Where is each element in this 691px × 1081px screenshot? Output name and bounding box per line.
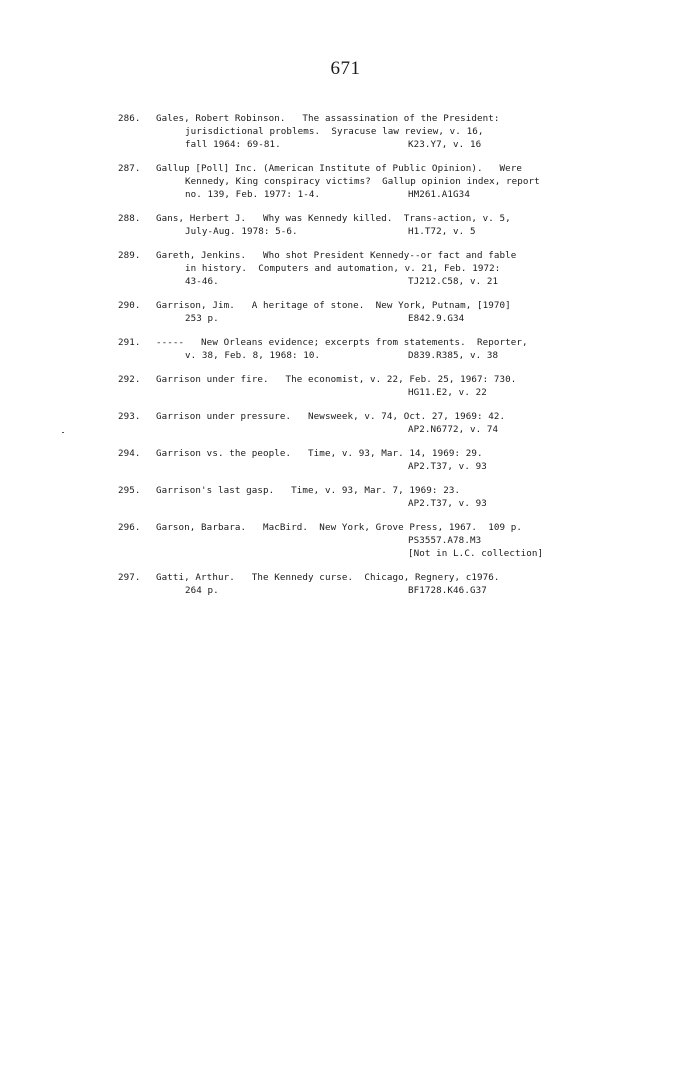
entry-line [118,534,678,547]
entry-line [118,262,678,275]
entry-line [118,249,678,262]
entry-line [118,138,678,151]
entry-text: jurisdictional problems. Syracuse law review, v. 16, [185,126,484,137]
entry-number: 291. [118,337,141,348]
entry-line [118,349,678,362]
bibliography-entry [118,249,678,288]
bibliography-entry [118,373,678,399]
entry-text: no. 139, Feb. 1977: 1-4. [185,189,321,200]
entry-number: 289. [118,250,141,261]
entry-line [118,386,678,399]
entry-text: Garrison vs. the people. Time, v. 93, Mar. 14, 1969: 29. [156,448,483,459]
call-number: E842.9.G34 [408,313,465,324]
bibliography-entry [118,299,678,325]
scan-speck [62,432,64,433]
entry-line [118,275,678,288]
entry-text: fall 1964: 69-81. [185,139,281,150]
entry-line [118,447,678,460]
entry-text: Garrison, Jim. A heritage of stone. New York, Putnam, [1970] [156,300,511,311]
bibliography-entry [118,447,678,473]
call-number: AP2.N6772, v. 74 [408,424,499,435]
call-number: H1.T72, v. 5 [408,226,476,237]
bibliography-list [118,112,678,608]
entry-number: 295. [118,485,141,496]
call-number: BF1728.K46.G37 [408,585,487,596]
entry-number: 288. [118,213,141,224]
entry-line [118,299,678,312]
entry-text: Garson, Barbara. MacBird. New York, Grove Press, 1967. 109 p. [156,522,523,533]
entry-line [118,188,678,201]
call-number: AP2.T37, v. 93 [408,461,487,472]
entry-line [118,410,678,423]
entry-text: ----- New Orleans evidence; excerpts from statements. Reporter, [156,337,528,348]
call-number: D839.R385, v. 38 [408,350,499,361]
entry-line [118,460,678,473]
entry-line [118,336,678,349]
bibliography-entry [118,336,678,362]
entry-text: 264 p. [185,585,219,596]
bibliography-entry [118,410,678,436]
entry-line [118,212,678,225]
bibliography-entry [118,484,678,510]
entry-line [118,175,678,188]
entry-line [118,162,678,175]
call-number: [Not in L.C. collection] [408,548,544,559]
call-number: AP2.T37, v. 93 [408,498,487,509]
bibliography-entry [118,521,678,560]
entry-text: Kennedy, King conspiracy victims? Gallup opinion index, report [185,176,540,187]
entry-line [118,112,678,125]
entry-text: Gales, Robert Robinson. The assassination of the President: [156,113,500,124]
entry-line [118,571,678,584]
entry-text: v. 38, Feb. 8, 1968: 10. [185,350,321,361]
entry-text: Garrison's last gasp. Time, v. 93, Mar. 7, 1969: 23. [156,485,461,496]
call-number: TJ212.C58, v. 21 [408,276,499,287]
entry-number: 293. [118,411,141,422]
page-number: 671 [330,58,361,79]
bibliography-entry [118,162,678,201]
entry-text: Gatti, Arthur. The Kennedy curse. Chicago, Regnery, c1976. [156,572,500,583]
entry-line [118,497,678,510]
bibliography-entry [118,112,678,151]
entry-number: 296. [118,522,141,533]
entry-text: Garrison under pressure. Newsweek, v. 74, Oct. 27, 1969: 42. [156,411,506,422]
entry-line [118,373,678,386]
call-number: HG11.E2, v. 22 [408,387,487,398]
entry-number: 290. [118,300,141,311]
entry-number: 294. [118,448,141,459]
entry-text: in history. Computers and automation, v. 21, Feb. 1972: [185,263,501,274]
entry-number: 292. [118,374,141,385]
entry-line [118,484,678,497]
entry-number: 287. [118,163,141,174]
entry-text: Gallup [Poll] Inc. (American Institute of Public Opinion). Were [156,163,523,174]
entry-number: 286. [118,113,141,124]
call-number: K23.Y7, v. 16 [408,139,482,150]
entry-number: 297. [118,572,141,583]
entry-text: 43-46. [185,276,219,287]
entry-text: 253 p. [185,313,219,324]
entry-line [118,423,678,436]
entry-line [118,584,678,597]
entry-text: July-Aug. 1978: 5-6. [185,226,298,237]
call-number: HM261.A1G34 [408,189,470,200]
bibliography-entry [118,212,678,238]
entry-line [118,225,678,238]
entry-text: Garrison under fire. The economist, v. 22, Feb. 25, 1967: 730. [156,374,517,385]
entry-line [118,521,678,534]
call-number: PS3557.A78.M3 [408,535,482,546]
entry-line [118,312,678,325]
entry-line [118,125,678,138]
bibliography-entry [118,571,678,597]
entry-text: Gans, Herbert J. Why was Kennedy killed. Trans-action, v. 5, [156,213,511,224]
entry-text: Gareth, Jenkins. Who shot President Kennedy--or fact and fable [156,250,517,261]
entry-line [118,547,678,560]
